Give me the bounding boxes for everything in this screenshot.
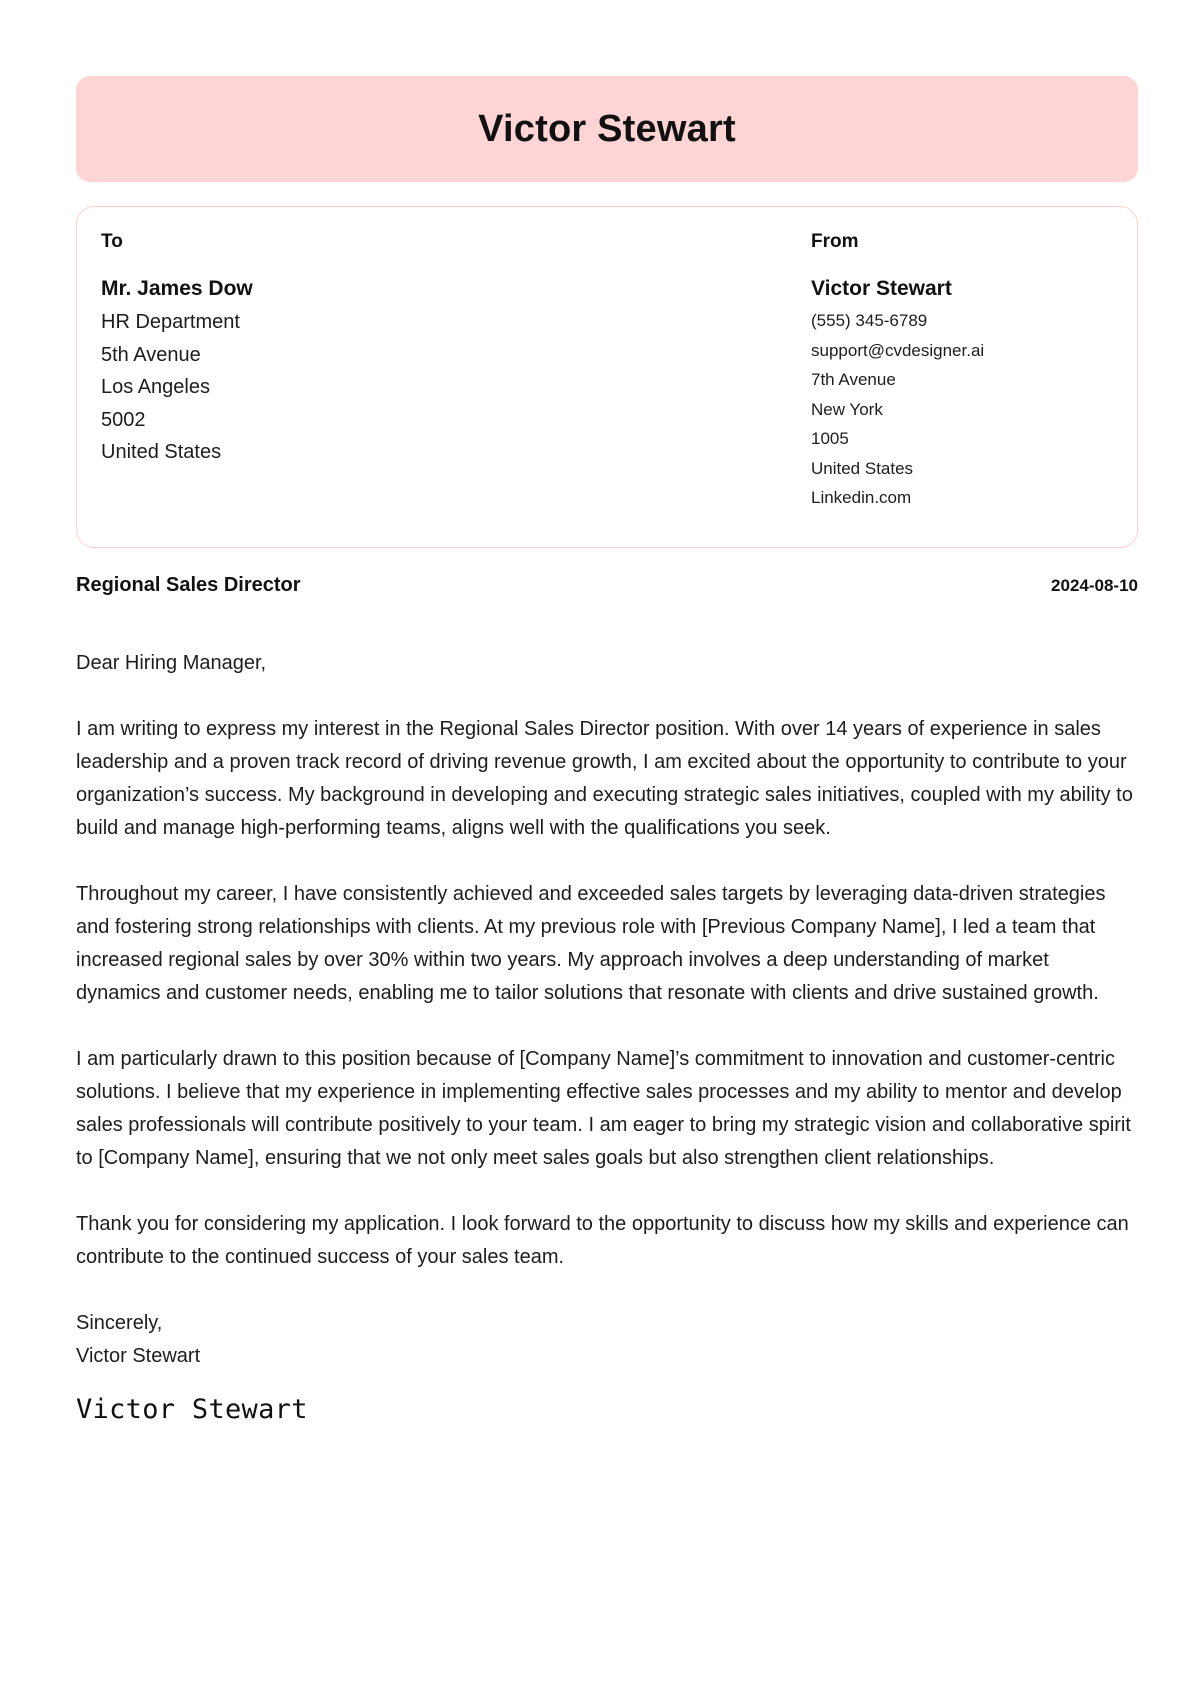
sender-block xyxy=(811,231,984,513)
closing-salutation: Sincerely, xyxy=(76,1312,163,1334)
recipient-street: 5th Avenue xyxy=(101,343,201,366)
letter-date: 2024-08-10 xyxy=(1051,576,1138,595)
greeting: Dear Hiring Manager, xyxy=(76,652,267,674)
sender-postal-code: 1005 xyxy=(811,429,849,448)
header-banner xyxy=(76,76,1138,182)
closing xyxy=(76,1307,1138,1373)
sender-phone: (555) 345-6789 xyxy=(811,311,928,330)
letter-meta-row xyxy=(76,574,1138,597)
recipient-block xyxy=(101,231,253,469)
body-paragraph-4: Thank you for considering my application. I look forward to the opportunity to discuss how my skills and experience can contribute to the continued success of your sales team. xyxy=(76,1213,1129,1268)
body-paragraph-2: Throughout my career, I have consistently achieved and exceeded sales targets by leveraging data-driven strategies and fostering strong relationships with clients. At my previous role with [Previous Company Name], I led a team that increased regional sales by over 30% within two years. My approach involves a deep understanding of market dynamics and customer needs, enabling me to tailor solutions that resonate with clients and drive sustained growth. xyxy=(76,883,1106,1004)
sender-street: 7th Avenue xyxy=(811,370,896,389)
sender-city: New York xyxy=(811,399,883,419)
sender-name: Victor Stewart xyxy=(811,277,952,300)
header-name: Victor Stewart xyxy=(478,107,736,150)
recipient-postal-code: 5002 xyxy=(101,408,146,431)
recipient-country: United States xyxy=(101,441,222,463)
letter-body xyxy=(76,647,1138,1426)
sender-linkedin: Linkedin.com xyxy=(811,488,912,507)
cover-letter-page xyxy=(76,76,1138,1426)
body-paragraph-3: I am particularly drawn to this position because of [Company Name]’s commitment to innovation and customer-centric solutions. I believe that my experience in implementing effective sales processes and my ability to mentor and develop sales professionals will contribute positively to your team. I am eager to bring my strategic vision and collaborative spirit to [Company Name], ensuring that we not only meet sales goals but also strengthen client relationships. xyxy=(76,1048,1131,1169)
from-heading: From xyxy=(811,231,859,252)
body-paragraph-1: I am writing to express my interest in the Regional Sales Director position. With over 14 years of experience in sales leadership and a proven track record of driving revenue growth, I am excited about the opportunity to contribute to your organization’s success. My background in developing and executing strategic sales initiatives, coupled with my ability to build and manage high-performing teams, aligns well with the qualifications you seek. xyxy=(76,718,1133,839)
recipient-city: Los Angeles xyxy=(101,376,210,398)
to-heading: To xyxy=(101,231,123,252)
signature: Victor Stewart xyxy=(76,1394,308,1425)
sender-country: United States xyxy=(811,458,914,478)
address-box xyxy=(76,206,1138,548)
recipient-name: Mr. James Dow xyxy=(101,277,253,300)
closing-name: Victor Stewart xyxy=(76,1345,201,1367)
sender-email: support@cvdesigner.ai xyxy=(811,340,985,360)
position-title: Regional Sales Director xyxy=(76,574,301,596)
recipient-department: HR Department xyxy=(101,311,240,333)
